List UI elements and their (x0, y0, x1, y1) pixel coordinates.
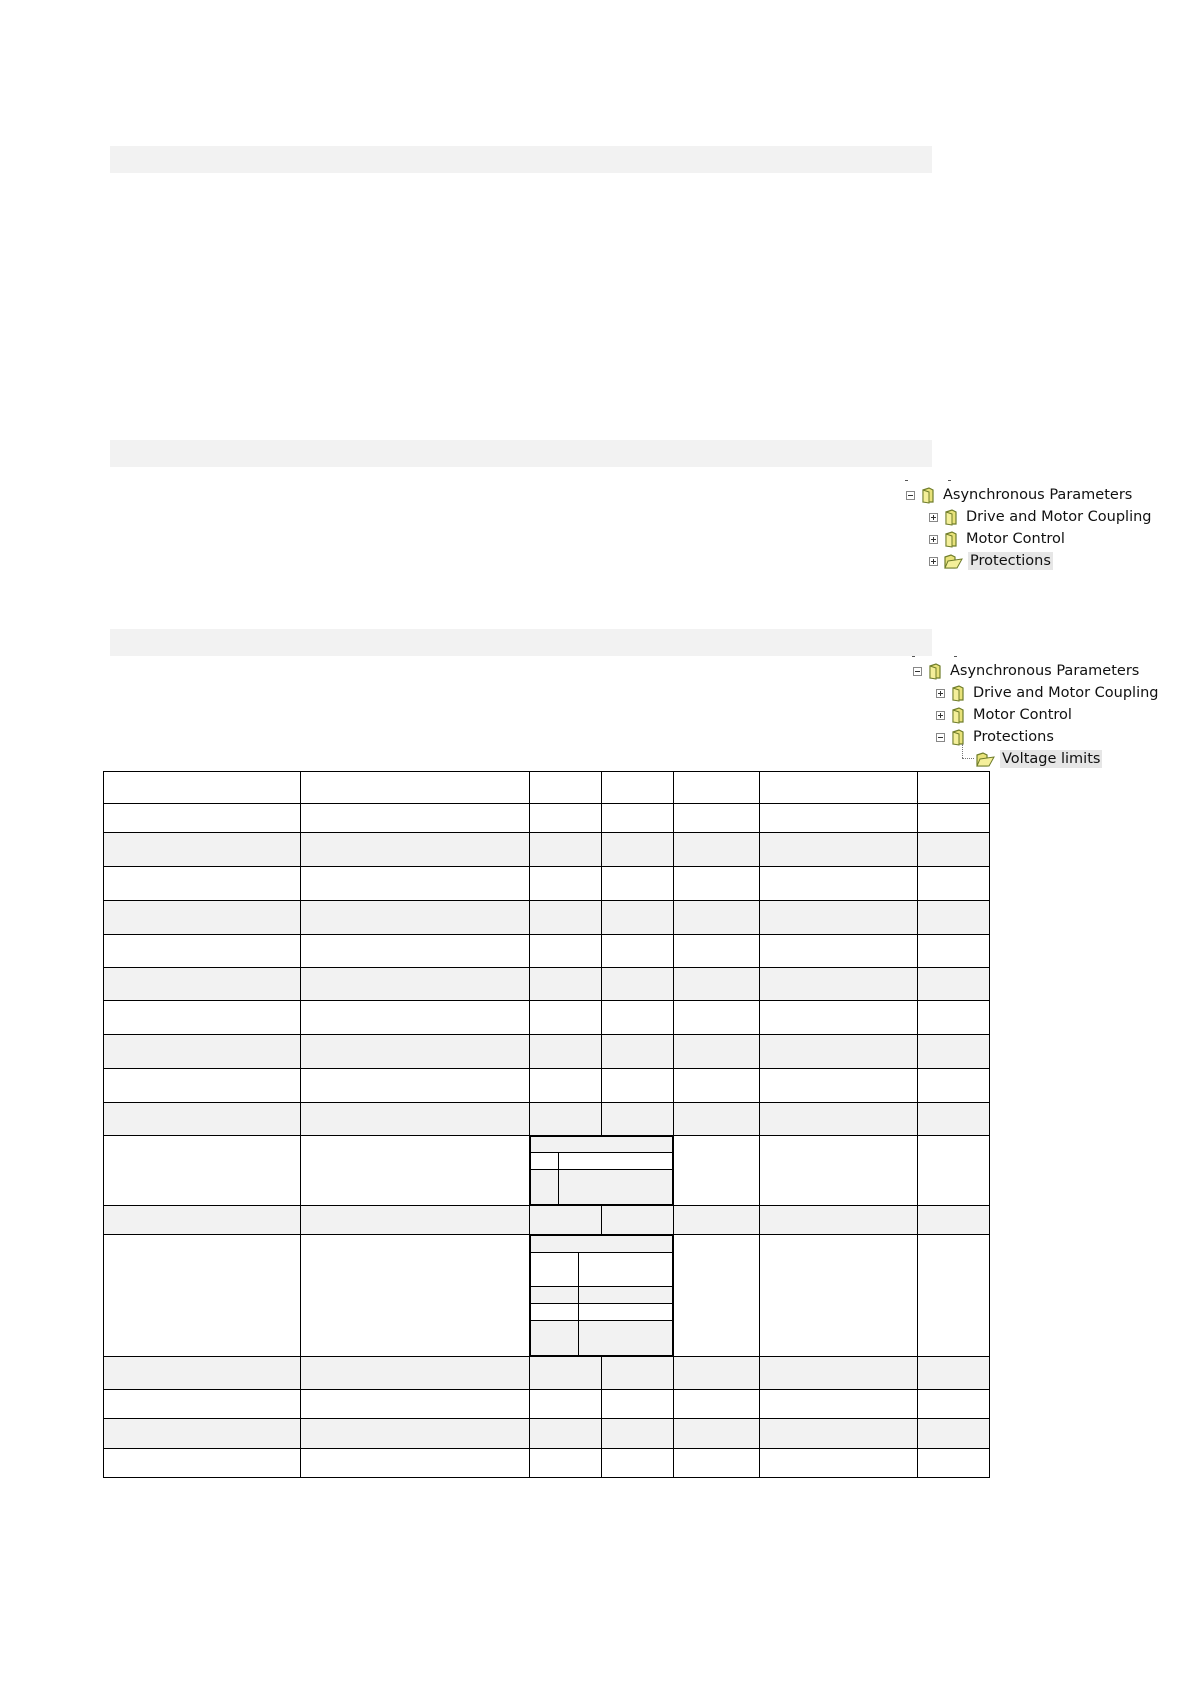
tree-item-label: Asynchronous Parameters (950, 663, 1140, 679)
expand-icon[interactable] (936, 711, 945, 720)
expand-icon[interactable] (929, 535, 938, 544)
table-row (104, 1069, 990, 1103)
section-header-bar-3 (110, 629, 932, 656)
table-row (104, 867, 990, 901)
table-row (104, 1390, 990, 1419)
table-header-cell (674, 772, 760, 804)
tree-item-label: Asynchronous Parameters (943, 487, 1133, 503)
folder-icon (950, 707, 966, 724)
tree-item-asynchronous-parameters[interactable] (906, 485, 1134, 505)
table-row (104, 1449, 990, 1478)
folder-icon (950, 729, 966, 746)
tree-item-label: Voltage limits (1002, 751, 1101, 767)
folder-open-icon (975, 751, 995, 768)
table-row (104, 1103, 990, 1136)
tree-item-protections[interactable] (929, 551, 1053, 571)
folder-icon (950, 685, 966, 702)
table-row (104, 1136, 990, 1206)
nested-table (530, 1136, 673, 1205)
table-header-cell (530, 772, 602, 804)
tree-item-label: Drive and Motor Coupling (973, 685, 1159, 701)
expand-icon[interactable] (929, 557, 938, 566)
table-row (104, 968, 990, 1001)
table-row (104, 1357, 990, 1390)
collapse-icon[interactable] (913, 667, 922, 676)
table-row (104, 1235, 990, 1357)
tree-item-label: Drive and Motor Coupling (966, 509, 1152, 525)
table-header-cell (760, 772, 918, 804)
section-header-bar-2 (110, 440, 932, 467)
table-header-cell (918, 772, 990, 804)
table-row (104, 901, 990, 935)
tree-connector (962, 744, 964, 758)
table-row (104, 1001, 990, 1035)
expand-icon[interactable] (929, 513, 938, 522)
table-row (104, 1035, 990, 1069)
tree-item-drive-and-motor-coupling[interactable] (929, 507, 1154, 527)
table-header-cell (301, 772, 530, 804)
tree-item-label: Protections (970, 553, 1051, 569)
tree-item-drive-and-motor-coupling[interactable] (936, 683, 1161, 703)
parameter-table (103, 771, 990, 1478)
tree-item-label: Motor Control (973, 707, 1072, 723)
tree-item-protections[interactable] (936, 727, 1056, 747)
table-row (104, 1419, 990, 1449)
collapse-icon[interactable] (936, 733, 945, 742)
expand-icon[interactable] (936, 689, 945, 698)
folder-icon (943, 531, 959, 548)
tree-item-asynchronous-parameters[interactable] (913, 661, 1141, 681)
section-header-bar-1 (110, 146, 932, 173)
tree-item-label: Motor Control (966, 531, 1065, 547)
table-header-cell (104, 772, 301, 804)
tree-connector (962, 758, 974, 760)
table-row (104, 833, 990, 867)
table-header-row (104, 772, 990, 804)
folder-icon (943, 509, 959, 526)
collapse-icon[interactable] (906, 491, 915, 500)
tree-item-motor-control[interactable] (936, 705, 1074, 725)
tree-item-label: Protections (973, 729, 1054, 745)
table-row (104, 1206, 990, 1235)
table-row (104, 804, 990, 833)
table-header-cell (602, 772, 674, 804)
tree-item-motor-control[interactable] (929, 529, 1067, 549)
nested-cell-group (530, 1136, 674, 1206)
nested-cell-group (530, 1235, 674, 1357)
nested-table (530, 1235, 673, 1356)
folder-open-icon (943, 553, 963, 570)
folder-icon (927, 663, 943, 680)
table-row (104, 935, 990, 968)
tree-item-voltage-limits[interactable] (975, 749, 1102, 769)
folder-icon (920, 487, 936, 504)
